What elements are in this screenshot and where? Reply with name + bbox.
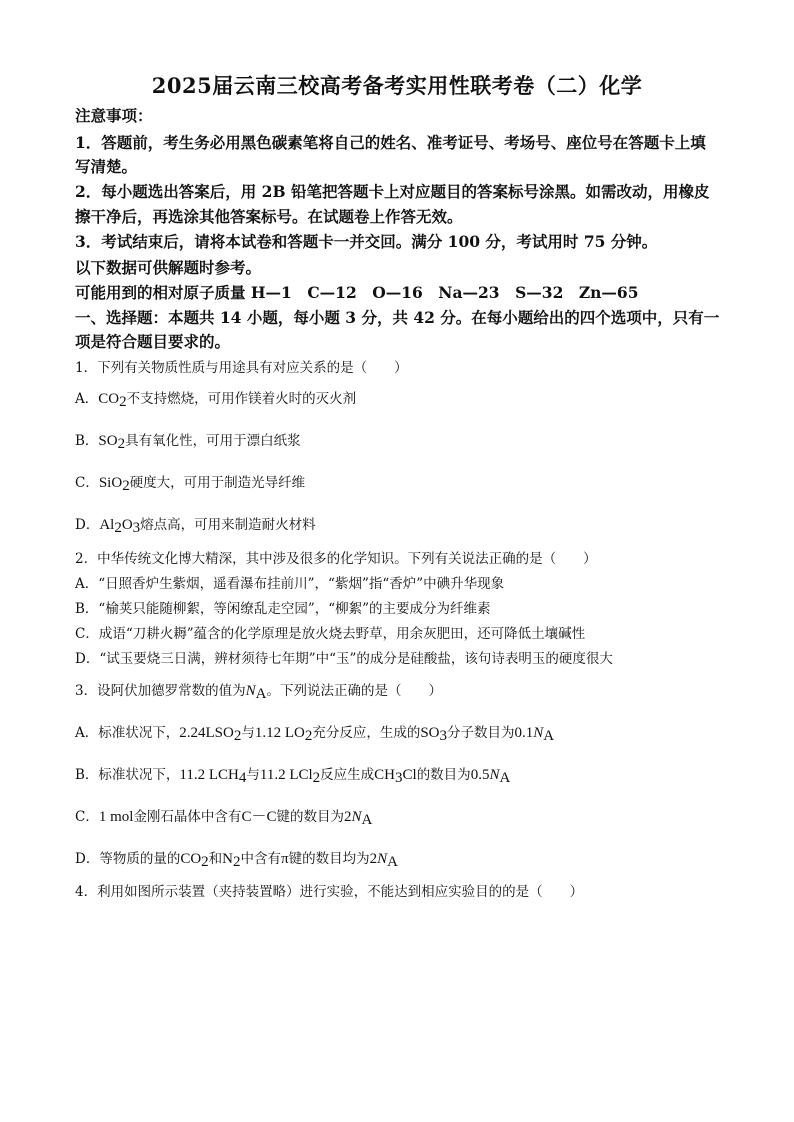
q3-option-c: C．1 mol金刚石晶体中含有C－C键的数目为$2N_A$ [75,809,373,828]
notice-item-1-line-2: 写清楚。 [75,157,138,176]
notice-item-3: 3．考试结束后，请将本试卷和答题卡一并交回。满分 100 分，考试用时 75 分钟。 [75,232,658,251]
notice-item-2-line-2: 擦干净后，再选涂其他答案标号。在试题卷上作答无效。 [75,207,463,226]
notice-heading: 注意事项： [75,106,153,125]
q2-option-a: A．“日照香炉生紫烟，遥看瀑布挂前川”，“紫烟”指“香炉”中碘升华现象 [75,576,505,592]
q2-option-c: C．成语“刀耕火耨”蕴含的化学原理是放火烧去野草，用余灰肥田，还可降低土壤碱性 [75,626,586,642]
q3-option-d: D．等物质的量的$CO_2$和$N_2$中含有π键的数目均为$2N_A$ [75,851,398,870]
exam-title: 2025届云南三校高考备考实用性联考卷（二）化学 [151,73,643,98]
q3-option-b: B．标准状况下，11.2 $LCH_4$与11.2 LCl$_2$反应生成$CH_3Cl$的数目为$0.5N_A$ [75,767,511,786]
q3-stem: 3．设阿伏加德罗常数的值为$N_A$。下列说法正确的是（ ） [75,683,442,702]
q3-option-a: A．标准状况下，$2.24LSO_2$与1.12 $LO_2$充分反应，生成的$SO_3$分子数目为$0.1N_A$ [75,725,555,744]
section-1-line-1: 一、选择题：本题共 14 小题，每小题 3 分，共 42 分。在每小题给出的四个选项中，只有一 [75,308,720,327]
q1-stem: 1．下列有关物质性质与用途具有对应关系的是（ ） [75,360,408,376]
q1-option-d: D．$Al_2O_3$熔点高，可用来制造耐火材料 [75,517,316,536]
q2-option-d: D．“试玉要烧三日满，辨材须待七年期”中“玉”的成分是硅酸盐，该句诗表明玉的硬度很大 [75,651,613,667]
atomic-masses: 可能用到的相对原子质量 H—1 C—12 O—16 Na—23 S—32 Zn—65 [75,283,639,302]
notice-item-1-line-1: 1．答题前，考生务必用黑色碳素笔将自己的姓名、准考证号、考场号、座位号在答题卡上填 [75,133,706,152]
q1-option-a: A．$CO_2$不支持燃烧，可用作镁着火时的灭火剂 [75,391,357,410]
q1-option-c: C．SiO$_2$硬度大，可用于制造光导纤维 [75,475,306,494]
data-intro: 以下数据可供解题时参考。 [75,258,262,277]
q2-stem: 2．中华传统文化博大精深，其中涉及很多的化学知识。下列有关说法正确的是（ ） [75,551,597,567]
section-1-line-2: 项是符合题目要求的。 [75,332,231,351]
notice-item-2-line-1: 2．每小题选出答案后，用 2B 铅笔把答题卡上对应题目的答案标号涂黑。如需改动，用橡皮 [75,182,710,201]
q2-option-b: B．“榆荚只能随柳絮，等闲缭乱走空园”，“柳絮”的主要成分为纤维素 [75,601,491,617]
q1-option-b: B．$SO_2$具有氧化性，可用于漂白纸浆 [75,433,301,452]
q4-stem: 4．利用如图所示装置（夹持装置略）进行实验，不能达到相应实验目的的是（ ） [75,884,584,900]
